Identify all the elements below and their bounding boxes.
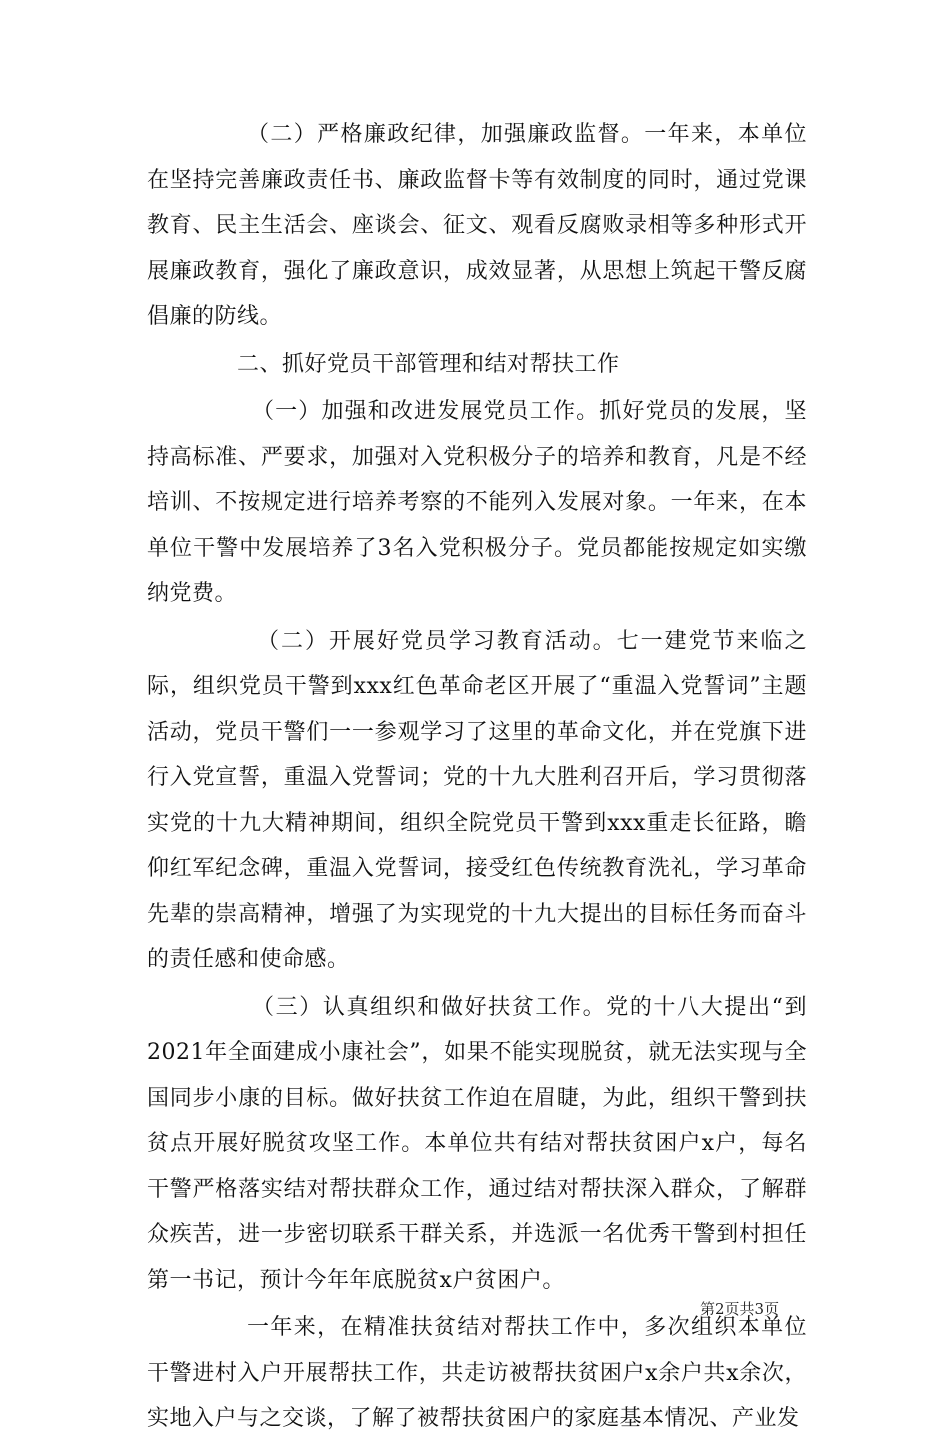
paragraph-study-education: （二）开展好党员学习教育活动。七一建党节来临之际，组织党员干警到xxx红色革命老区开展了“重温入党誓词”主题活动，党员干警们一一参观学习了这里的革命文化，并在党旗下进行入党宣誓，重温入党誓词；党的十九大胜利召开后，学习贯彻落实党的十九大精神期间，组织全院党员干警到xxx重走长征路，瞻仰红军纪念碑，重温入党誓词，接受红色传统教育洗礼，学习革命先辈的崇高精神，增强了为实现党的十九大提出的目标任务而奋斗的责任感和使命感。: [147, 628, 807, 972]
paragraph-discipline-supervision: （二）严格廉政纪律，加强廉政监督。一年来，本单位在坚持完善廉政责任书、廉政监督卡等有效制度的同时，通过党课教育、民主生活会、座谈会、征文、观看反腐败录相等多种形式开展廉政教育，强化了廉政意识，成效显著，从思想上筑起干警反腐倡廉的防线。: [147, 122, 807, 329]
page-number-footer: 第2页共3页: [700, 1300, 780, 1318]
paragraph-party-member-development: （一）加强和改进发展党员工作。抓好党员的发展，坚持高标准、严要求，加强对入党积极分子的培养和教育，凡是不经培训、不按规定进行培养考察的不能列入发展对象。一年来，在本单位干警中发展培养了3名入党积极分子。党员都能按规定如实缴纳党费。: [147, 399, 807, 606]
paragraph-poverty-alleviation: （三）认真组织和做好扶贫工作。党的十八大提出“到2021年全面建成小康社会”，如果不能实现脱贫，就无法实现与全国同步小康的目标。做好扶贫工作迫在眉睫，为此，组织干警到扶贫点开展好脱贫攻坚工作。本单位共有结对帮扶贫困户x户，每名干警严格落实结对帮扶群众工作，通过结对帮扶深入群众，了解群众疾苦，进一步密切联系干群关系，并选派一名优秀干警到村担任第一书记，预计今年年底脱贫x户贫困户。: [147, 994, 807, 1293]
document-body: [147, 112, 807, 1444]
paragraph-targeted-assistance: 一年来，在精准扶贫结对帮扶工作中，多次组织本单位干警进村入户开展帮扶工作，共走访被帮扶贫困户x余户共x余次，实地入户与之交谈，了解了被帮扶贫困户的家庭基本情况、产业发: [147, 1315, 807, 1431]
section-heading-two: 二、抓好党员干部管理和结对帮扶工作: [237, 351, 620, 377]
